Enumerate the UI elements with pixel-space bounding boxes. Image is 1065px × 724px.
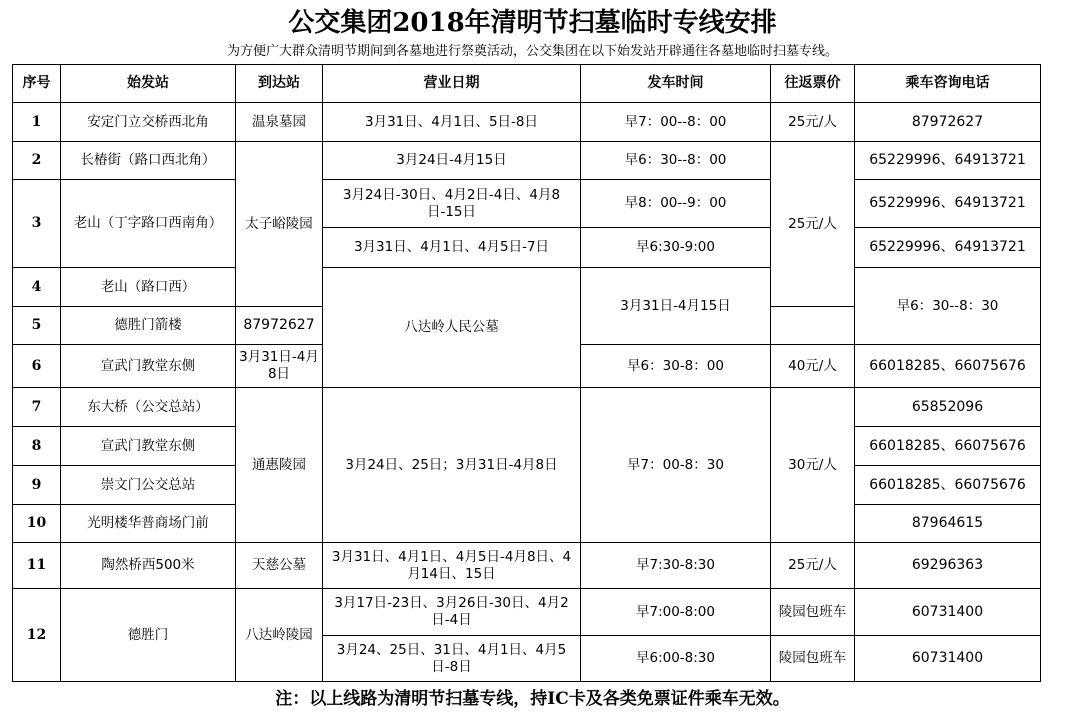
row-phone: 65852096	[855, 388, 1041, 427]
header-dates: 营业日期	[323, 65, 581, 103]
header-origin: 始发站	[61, 65, 236, 103]
row-dates: 3月24日-4月15日	[323, 142, 581, 180]
row-phone: 87972627	[236, 307, 323, 345]
row-seq: 8	[13, 427, 61, 466]
row-phone: 87972627	[855, 103, 1041, 142]
row-phone: 65229996、64913721	[855, 228, 1041, 268]
row-seq: 6	[13, 345, 61, 388]
schedule-table	[12, 64, 1041, 682]
row-seq: 1	[13, 103, 61, 142]
table-header-row	[13, 65, 1041, 103]
row-seq: 2	[13, 142, 61, 180]
row-fare: 25元/人	[771, 103, 855, 142]
table-row	[13, 543, 1041, 589]
table-row	[13, 180, 1041, 228]
page-subtitle: 为方便广大群众清明节期间到各墓地进行祭奠活动，公交集团在以下始发站开辟通往各墓地临时扫墓专线。	[226, 44, 838, 59]
row-fare: 25元/人	[771, 142, 855, 307]
row-phone: 87964615	[855, 505, 1041, 543]
header-phone: 乘车咨询电话	[855, 65, 1041, 103]
row-dates: 3月31日、4月1日、4月5日-4月8日、4月14日、15日	[323, 543, 581, 589]
row-origin: 德胜门	[61, 589, 236, 682]
row-origin: 东大桥（公交总站）	[61, 388, 236, 427]
row-seq: 12	[13, 589, 61, 682]
row-dates: 3月31日、4月1日、5日-8日	[323, 103, 581, 142]
row-origin: 长椿街（路口西北角）	[61, 142, 236, 180]
row-departure-time: 早6:30-9:00	[581, 228, 771, 268]
row-destination: 八达岭人民公墓	[323, 268, 581, 388]
row-origin: 宣武门教堂东侧	[61, 427, 236, 466]
row-fare: 30元/人	[771, 388, 855, 543]
row-departure-time: 早6:00-8:30	[581, 636, 771, 682]
row-departure-time: 早7:30-8:30	[581, 543, 771, 589]
row-fare: 40元/人	[771, 345, 855, 388]
row-destination: 八达岭陵园	[236, 589, 323, 682]
row-dates: 3月24日、25日；3月31日-4月8日	[323, 388, 581, 543]
footer-note: 注：以上线路为清明节扫墓专线，持IC卡及各类免票证件乘车无效。	[275, 689, 790, 709]
table-row	[13, 103, 1041, 142]
header-departure-time: 发车时间	[581, 65, 771, 103]
row-phone: 65229996、64913721	[855, 180, 1041, 228]
row-origin: 老山（丁字路口西南角）	[61, 180, 236, 268]
header-seq: 序号	[13, 65, 61, 103]
row-dates: 3月24、25日、31日、4月1日、4月5日-8日	[323, 636, 581, 682]
row-seq: 9	[13, 466, 61, 505]
header-destination: 到达站	[236, 65, 323, 103]
table-row	[13, 388, 1041, 427]
row-seq: 3	[13, 180, 61, 268]
page-title: 公交集团2018年清明节扫墓临时专线安排	[288, 8, 777, 38]
row-departure-time: 早8：00--9：00	[581, 180, 771, 228]
row-dates: 3月31日、4月1日、4月5日-7日	[323, 228, 581, 268]
row-phone: 66018285、66075676	[855, 466, 1041, 505]
row-departure-time: 早7:00-8:00	[581, 589, 771, 636]
row-departure-time: 早7：00-8：30	[581, 388, 771, 543]
row-fare: 陵园包班车	[771, 636, 855, 682]
row-phone: 65229996、64913721	[855, 142, 1041, 180]
row-dates: 3月24日-30日、4月2日-4日、4月8日-15日	[323, 180, 581, 228]
row-phone: 60731400	[855, 589, 1041, 636]
row-origin: 宣武门教堂东侧	[61, 345, 236, 388]
row-destination: 温泉墓园	[236, 103, 323, 142]
row-departure-time: 早6：30-8：00	[581, 345, 771, 388]
row-origin: 老山（路口西）	[61, 268, 236, 307]
row-origin: 陶然桥西500米	[61, 543, 236, 589]
table-row	[13, 589, 1041, 636]
row-dates: 3月17日-23日、3月26日-30日、4月2日-4日	[323, 589, 581, 636]
row-phone: 66018285、66075676	[855, 427, 1041, 466]
header-fare: 往返票价	[771, 65, 855, 103]
table-row	[13, 268, 1041, 307]
row-fare: 陵园包班车	[771, 589, 855, 636]
row-seq: 7	[13, 388, 61, 427]
row-seq: 5	[13, 307, 61, 345]
row-origin: 安定门立交桥西北角	[61, 103, 236, 142]
row-dates: 3月31日-4月8日	[236, 345, 323, 388]
row-phone: 60731400	[855, 636, 1041, 682]
row-origin: 德胜门箭楼	[61, 307, 236, 345]
row-destination: 通惠陵园	[236, 388, 323, 543]
row-phone: 66018285、66075676	[855, 345, 1041, 388]
row-origin: 崇文门公交总站	[61, 466, 236, 505]
row-dates: 3月31日-4月15日	[581, 268, 771, 345]
row-departure-time: 早6：30--8：00	[581, 142, 771, 180]
row-departure-time: 早7：00--8：00	[581, 103, 771, 142]
row-seq: 11	[13, 543, 61, 589]
row-seq: 10	[13, 505, 61, 543]
row-origin: 光明楼华普商场门前	[61, 505, 236, 543]
row-departure-time: 早6：30--8：30	[855, 268, 1041, 345]
row-destination: 太子峪陵园	[236, 142, 323, 307]
row-fare: 25元/人	[771, 543, 855, 589]
row-destination: 天慈公墓	[236, 543, 323, 589]
table-row	[13, 142, 1041, 180]
row-phone: 69296363	[855, 543, 1041, 589]
row-seq: 4	[13, 268, 61, 307]
